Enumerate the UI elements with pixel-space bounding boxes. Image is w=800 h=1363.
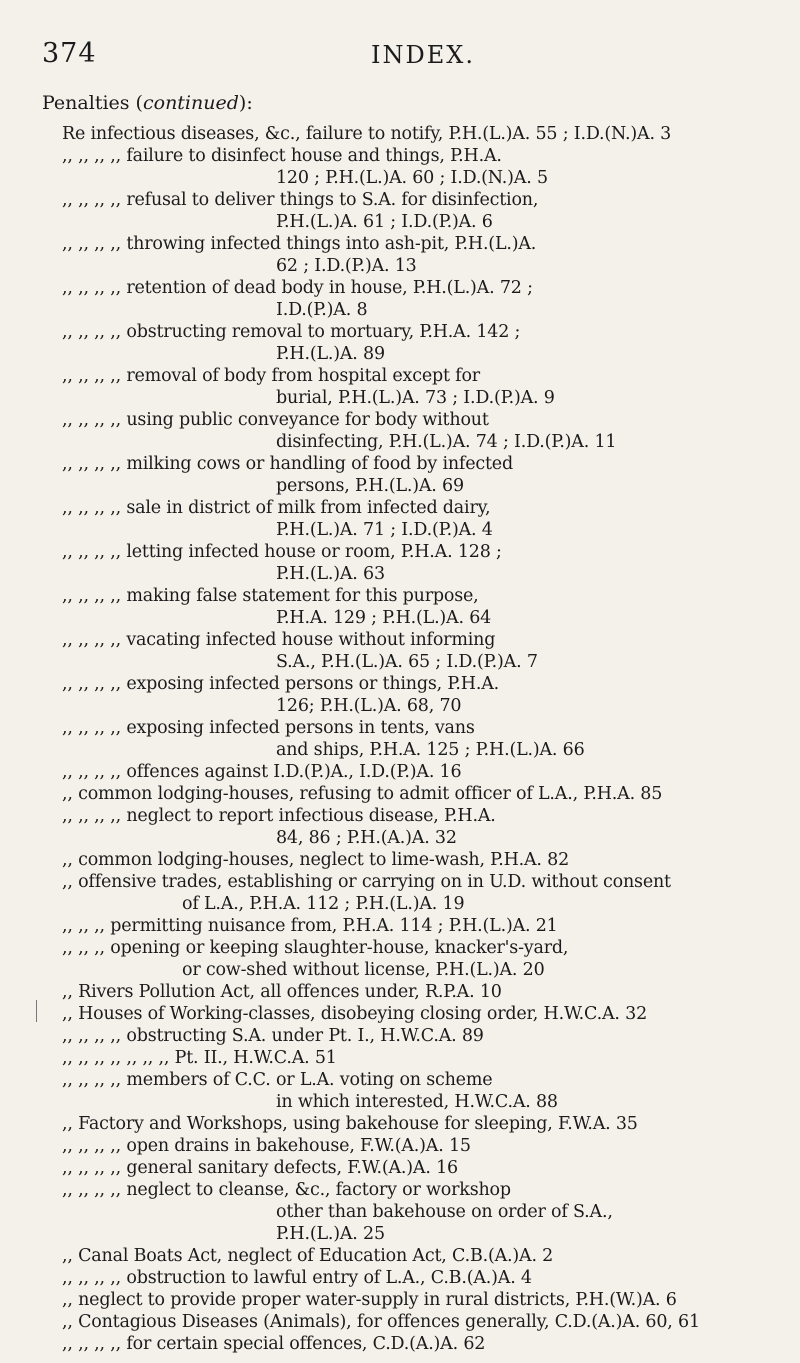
index-line: other than bakehouse on order of S.A., [276, 1202, 613, 1222]
index-line: ,, ,, ,, ,, obstructing S.A. under Pt. I., H.W.C.A. 89 [62, 1026, 484, 1046]
index-line: ,, ,, ,, ,, letting infected house or room, P.H.A. 128 ; [62, 542, 502, 562]
index-line: ,, ,, ,, ,, making false statement for this purpose, [62, 586, 479, 606]
index-line: S.A., P.H.(L.)A. 65 ; I.D.(P.)A. 7 [276, 652, 538, 672]
index-line: ,, ,, ,, ,, general sanitary defects, F.W.(A.)A. 16 [62, 1158, 458, 1178]
index-line: in which interested, H.W.C.A. 88 [276, 1092, 558, 1112]
index-line: ,, ,, ,, ,, members of C.C. or L.A. voting on scheme [62, 1070, 493, 1090]
index-line: ,, ,, ,, ,, using public conveyance for body without [62, 410, 489, 430]
index-line: 126; P.H.(L.)A. 68, 70 [276, 696, 462, 716]
index-line: ,, ,, ,, ,, throwing infected things into ash-pit, P.H.(L.)A. [62, 234, 537, 254]
index-line: or cow-shed without license, P.H.(L.)A. 20 [182, 960, 545, 980]
index-line: ,, neglect to provide proper water-supply in rural districts, P.H.(W.)A. 6 [62, 1290, 677, 1310]
index-line: ,, ,, ,, ,, neglect to report infectious disease, P.H.A. [62, 806, 496, 826]
index-line: P.H.A. 129 ; P.H.(L.)A. 64 [276, 608, 492, 628]
heading-end: ): [238, 92, 253, 114]
index-line: ,, common lodging-houses, neglect to lime-wash, P.H.A. 82 [62, 850, 570, 870]
index-line: persons, P.H.(L.)A. 69 [276, 476, 464, 496]
index-line: P.H.(L.)A. 61 ; I.D.(P.)A. 6 [276, 212, 493, 232]
index-line: 84, 86 ; P.H.(A.)A. 32 [276, 828, 457, 848]
index-line: ,, Canal Boats Act, neglect of Education Act, C.B.(A.)A. 2 [62, 1246, 554, 1266]
index-line: disinfecting, P.H.(L.)A. 74 ; I.D.(P.)A. 11 [276, 432, 617, 452]
index-line: ,, ,, ,, ,, sale in district of milk from infected dairy, [62, 498, 491, 518]
index-line: 62 ; I.D.(P.)A. 13 [276, 256, 417, 276]
index-line: ,, ,, ,, ,, open drains in bakehouse, F.W.(A.)A. 15 [62, 1136, 471, 1156]
index-line: ,, ,, ,, ,, neglect to cleanse, &c., factory or workshop [62, 1180, 511, 1200]
section-heading [42, 92, 253, 114]
index-line: P.H.(L.)A. 25 [276, 1224, 385, 1244]
index-line: ,, ,, ,, permitting nuisance from, P.H.A. 114 ; P.H.(L.)A. 21 [62, 916, 558, 936]
index-line: ,, ,, ,, ,, exposing infected persons or things, P.H.A. [62, 674, 500, 694]
index-line: ,, ,, ,, ,, offences against I.D.(P.)A., I.D.(P.)A. 16 [62, 762, 462, 782]
index-line: P.H.(L.)A. 89 [276, 344, 385, 364]
index-line: ,, ,, ,, ,, removal of body from hospital except for [62, 366, 480, 386]
heading-continued: continued [142, 92, 239, 114]
index-line: ,, ,, ,, ,, refusal to deliver things to S.A. for disinfection, [62, 190, 539, 210]
index-line: of L.A., P.H.A. 112 ; P.H.(L.)A. 19 [182, 894, 465, 914]
index-line: ,, Contagious Diseases (Animals), for offences generally, C.D.(A.)A. 60, 61 [62, 1312, 700, 1332]
index-line: ,, ,, ,, ,, retention of dead body in house, P.H.(L.)A. 72 ; [62, 278, 533, 298]
index-line: and ships, P.H.A. 125 ; P.H.(L.)A. 66 [276, 740, 585, 760]
index-line: burial, P.H.(L.)A. 73 ; I.D.(P.)A. 9 [276, 388, 555, 408]
index-line: ,, ,, ,, ,, exposing infected persons in tents, vans [62, 718, 475, 738]
index-line: ,, ,, ,, opening or keeping slaughter-house, knacker's-yard, [62, 938, 569, 958]
index-line: ,, common lodging-houses, refusing to admit officer of L.A., P.H.A. 85 [62, 784, 663, 804]
index-line: ,, Houses of Working-classes, disobeying closing order, H.W.C.A. 32 [62, 1004, 648, 1024]
running-head: INDEX. [371, 41, 475, 69]
index-line: ,, ,, ,, ,, milking cows or handling of food by infected [62, 454, 513, 474]
index-line: ,, ,, ,, ,, vacating infected house without informing [62, 630, 496, 650]
index-line: I.D.(P.)A. 8 [276, 300, 368, 320]
page-number: 374 [42, 38, 97, 69]
index-line: ,, Rivers Pollution Act, all offences under, R.P.A. 10 [62, 982, 502, 1002]
index-line: ,, ,, ,, ,, obstruction to lawful entry of L.A., C.B.(A.)A. 4 [62, 1268, 532, 1288]
index-line: ,, ,, ,, ,, failure to disinfect house and things, P.H.A. [62, 146, 502, 166]
heading-main: Penalties ( [42, 92, 143, 114]
index-line: ,, offensive trades, establishing or carrying on in U.D. without consent [62, 872, 671, 892]
margin-mark [36, 1000, 45, 1022]
index-line: P.H.(L.)A. 71 ; I.D.(P.)A. 4 [276, 520, 493, 540]
index-line: ,, ,, ,, ,, for certain special offences, C.D.(A.)A. 62 [62, 1334, 486, 1354]
index-line: ,, ,, ,, ,, obstructing removal to mortuary, P.H.A. 142 ; [62, 322, 521, 342]
index-line: P.H.(L.)A. 63 [276, 564, 385, 584]
index-line: ,, Factory and Workshops, using bakehouse for sleeping, F.W.A. 35 [62, 1114, 638, 1134]
index-line: 120 ; P.H.(L.)A. 60 ; I.D.(N.)A. 5 [276, 168, 548, 188]
index-line: ,, ,, ,, ,, ,, ,, ,, Pt. II., H.W.C.A. 51 [62, 1048, 337, 1068]
index-line: Re infectious diseases, &c., failure to notify, P.H.(L.)A. 55 ; I.D.(N.)A. 3 [62, 124, 672, 144]
